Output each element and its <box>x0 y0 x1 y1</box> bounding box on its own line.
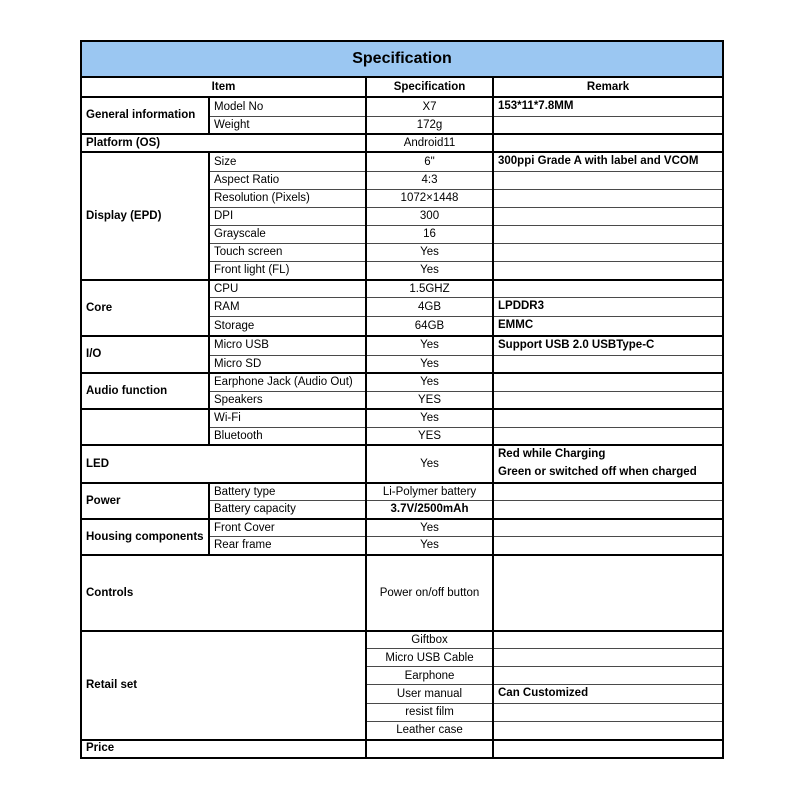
table-row <box>81 97 723 116</box>
cell-remark: Can Customized <box>493 685 723 704</box>
cell-remark <box>493 667 723 685</box>
cell-remark <box>493 116 723 134</box>
cell-spec: 3.7V/2500mAh <box>366 501 493 519</box>
cell-spec: Leather case <box>366 722 493 740</box>
table-row <box>81 519 723 537</box>
table-row <box>81 631 723 649</box>
cell-item: Weight <box>209 116 366 134</box>
cell-spec: 6" <box>366 152 493 171</box>
cell-item: Micro USB <box>209 336 366 355</box>
cell-spec: Yes <box>366 537 493 555</box>
title-row <box>81 41 723 77</box>
cell-item: Front Cover <box>209 519 366 537</box>
cell-category-price: Price <box>81 740 366 758</box>
cell-spec: Yes <box>366 373 493 391</box>
cell-item: Earphone Jack (Audio Out) <box>209 373 366 391</box>
cell-remark <box>493 280 723 298</box>
cell-spec: YES <box>366 391 493 409</box>
cell-remark <box>493 740 723 758</box>
cell-item: Touch screen <box>209 244 366 262</box>
cell-remark: Red while Charging Green or switched off when charged <box>493 445 723 483</box>
cell-remark <box>493 501 723 519</box>
cell-remark <box>493 519 723 537</box>
cell-remark: EMMC <box>493 316 723 335</box>
cell-item: Battery capacity <box>209 501 366 519</box>
cell-category-general-information: General information <box>81 97 209 134</box>
cell-remark <box>493 172 723 190</box>
page-title: Specification <box>81 41 723 77</box>
cell-category-housing-components: Housing components <box>81 519 209 555</box>
cell-item: Aspect Ratio <box>209 172 366 190</box>
table-row <box>81 555 723 631</box>
cell-remark <box>493 190 723 208</box>
cell-remark <box>493 555 723 631</box>
cell-item: CPU <box>209 280 366 298</box>
cell-item: Front light (FL) <box>209 262 366 280</box>
cell-remark <box>493 391 723 409</box>
table-row <box>81 152 723 171</box>
cell-spec <box>366 740 493 758</box>
cell-remark <box>493 355 723 373</box>
cell-item: DPI <box>209 208 366 226</box>
cell-spec: User manual <box>366 685 493 704</box>
cell-spec: Giftbox <box>366 631 493 649</box>
cell-remark <box>493 373 723 391</box>
table-row <box>81 740 723 758</box>
cell-item: Speakers <box>209 391 366 409</box>
cell-category-wireless-empty <box>81 409 209 445</box>
cell-spec: X7 <box>366 97 493 116</box>
cell-spec: Li-Polymer battery <box>366 483 493 501</box>
table-row <box>81 373 723 391</box>
cell-spec: 64GB <box>366 316 493 335</box>
cell-category-led: LED <box>81 445 366 483</box>
cell-remark: 153*11*7.8MM <box>493 97 723 116</box>
column-header-item: Item <box>81 77 366 97</box>
cell-category-retail-set: Retail set <box>81 631 366 740</box>
cell-item: Model No <box>209 97 366 116</box>
cell-spec: Yes <box>366 355 493 373</box>
cell-category-controls: Controls <box>81 555 366 631</box>
cell-category-display-epd: Display (EPD) <box>81 152 209 279</box>
cell-item: Bluetooth <box>209 427 366 445</box>
cell-spec: 1072×1448 <box>366 190 493 208</box>
cell-spec: Yes <box>366 244 493 262</box>
cell-spec: Yes <box>366 445 493 483</box>
cell-category-core: Core <box>81 280 209 336</box>
cell-category-power: Power <box>81 483 209 519</box>
cell-remark <box>493 722 723 740</box>
table-row <box>81 483 723 501</box>
cell-item: Rear frame <box>209 537 366 555</box>
cell-remark <box>493 427 723 445</box>
table-row <box>81 409 723 427</box>
cell-spec: 4:3 <box>366 172 493 190</box>
cell-spec: 16 <box>366 226 493 244</box>
table-row <box>81 280 723 298</box>
cell-remark <box>493 208 723 226</box>
cell-item: Storage <box>209 316 366 335</box>
header-row <box>81 77 723 97</box>
table-row <box>81 134 723 152</box>
cell-spec: 1.5GHZ <box>366 280 493 298</box>
cell-item: RAM <box>209 298 366 317</box>
cell-spec: Yes <box>366 409 493 427</box>
cell-item: Grayscale <box>209 226 366 244</box>
cell-spec: Android11 <box>366 134 493 152</box>
cell-spec: Power on/off button <box>366 555 493 631</box>
cell-remark <box>493 704 723 722</box>
cell-spec: 172g <box>366 116 493 134</box>
cell-category-platform-os: Platform (OS) <box>81 134 366 152</box>
cell-item: Wi-Fi <box>209 409 366 427</box>
spec-sheet <box>80 40 722 759</box>
cell-spec: Earphone <box>366 667 493 685</box>
cell-spec: 4GB <box>366 298 493 317</box>
cell-remark <box>493 483 723 501</box>
cell-category-io: I/O <box>81 336 209 373</box>
cell-spec: 300 <box>366 208 493 226</box>
spec-table <box>80 40 724 759</box>
cell-spec: Yes <box>366 519 493 537</box>
table-row <box>81 336 723 355</box>
cell-remark <box>493 226 723 244</box>
column-header-specification: Specification <box>366 77 493 97</box>
table-row <box>81 445 723 483</box>
cell-spec: YES <box>366 427 493 445</box>
cell-spec: Yes <box>366 262 493 280</box>
cell-remark <box>493 409 723 427</box>
cell-spec: Yes <box>366 336 493 355</box>
cell-remark: LPDDR3 <box>493 298 723 317</box>
cell-remark: 300ppi Grade A with label and VCOM <box>493 152 723 171</box>
column-header-remark: Remark <box>493 77 723 97</box>
cell-remark <box>493 134 723 152</box>
cell-remark <box>493 537 723 555</box>
cell-remark <box>493 649 723 667</box>
cell-item: Resolution (Pixels) <box>209 190 366 208</box>
cell-item: Battery type <box>209 483 366 501</box>
cell-remark: Support USB 2.0 USBType-C <box>493 336 723 355</box>
cell-item: Size <box>209 152 366 171</box>
cell-category-audio-function: Audio function <box>81 373 209 409</box>
cell-remark <box>493 262 723 280</box>
cell-spec: Micro USB Cable <box>366 649 493 667</box>
cell-spec: resist film <box>366 704 493 722</box>
cell-item: Micro SD <box>209 355 366 373</box>
cell-remark <box>493 631 723 649</box>
cell-remark <box>493 244 723 262</box>
